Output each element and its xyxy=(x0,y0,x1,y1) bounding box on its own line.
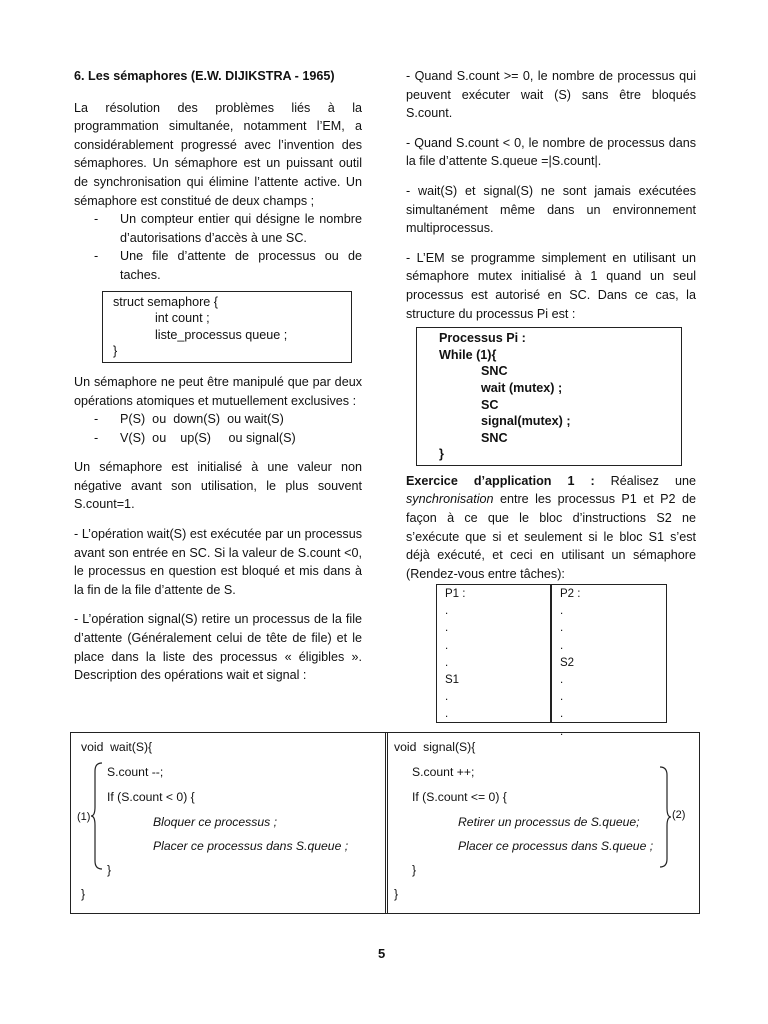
right-brace-icon xyxy=(658,765,672,869)
code-line: SNC xyxy=(439,364,508,379)
code-line: S.count --; xyxy=(107,765,164,779)
code-line: SC xyxy=(439,397,499,412)
code-line: While (1){ xyxy=(439,347,497,362)
table-cell: . xyxy=(560,622,564,635)
code-line: struct semaphore { xyxy=(113,294,218,309)
code-line: Processus Pi : xyxy=(439,331,526,346)
fields-list xyxy=(74,210,362,284)
table-cell: . xyxy=(445,639,449,652)
code-line: Placer ce processus dans S.queue ; xyxy=(153,839,349,853)
process-code-box xyxy=(416,327,682,466)
paragraph: - wait(S) et signal(S) ne sont jamais exécutées simultanément même dans un environnement multiprocessus. xyxy=(406,183,696,236)
init-paragraph: Un sémaphore est initialisé à une valeur non négative avant son utilisation, le plus souvent S.count=1. xyxy=(74,460,362,512)
list-item: - V(S) ou up(S) ou signal(S) xyxy=(74,429,362,448)
table-cell: . xyxy=(445,656,449,669)
code-line: signal(mutex) ; xyxy=(439,414,571,429)
code-line: liste_processus queue ; xyxy=(113,327,288,342)
exercise-label: Exercice d’application 1 : xyxy=(406,473,595,488)
code-line: wait (mutex) ; xyxy=(439,380,563,395)
paragraph: - L’EM se programme simplement en utilisant un sémaphore mutex initialisé à 1 quand un seul processus est autorisé en SC. Dans ce cas, la structure du processus Pi est : xyxy=(406,250,696,321)
code-line: void signal(S){ xyxy=(394,740,476,754)
exercise-text: Réalisez une xyxy=(594,473,696,488)
intro-paragraph: La résolution des problèmes liés à la programmation simultanée, notamment l’EM, a considérablement progressé avec l’invention des sémaphores. Un sémaphore est un puissant outil de synchronisation qui élimine l’attente active. Un sémaphore est constitué de deux champs ; xyxy=(74,100,362,208)
page-number: 5 xyxy=(378,946,386,961)
table-cell: . xyxy=(445,622,449,635)
code-line: } xyxy=(439,447,444,462)
exercise-paragraph xyxy=(406,472,696,584)
table-cell: . xyxy=(560,639,564,652)
list-item: - Une file d’attente de processus ou de taches. xyxy=(74,247,362,284)
table-cell: S2 xyxy=(560,656,575,669)
table-cell: S1 xyxy=(445,674,460,687)
code-line: } xyxy=(412,863,417,877)
code-line: } xyxy=(81,887,86,901)
code-line: } xyxy=(107,863,112,877)
table-cell: P2 : xyxy=(560,588,581,600)
paragraph: - Quand S.count < 0, le nombre de processus dans la file d’attente S.queue =|S.count|. xyxy=(406,135,696,169)
brace-marker: (2) xyxy=(672,809,686,821)
code-line: SNC xyxy=(439,430,508,445)
code-line: } xyxy=(394,887,399,901)
struct-code-box xyxy=(102,291,352,363)
table-cell: . xyxy=(445,605,449,618)
exercise-emphasis: synchronisation xyxy=(406,492,494,507)
list-item: - Un compteur entier qui désigne le nombre d’autorisations d’accès à une SC. xyxy=(74,210,362,247)
signal-description: - L’opération signal(S) retire un processus de la file d’attente (Généralement celui de tête de file) et le place dans la liste des processus « éligibles ». Description des opérations wait et signal : xyxy=(74,612,362,683)
table-cell: P1 : xyxy=(445,588,466,600)
table-cell: . xyxy=(560,725,564,738)
table-cell: . xyxy=(445,708,449,721)
table-cell: . xyxy=(560,691,564,704)
code-line: } xyxy=(113,344,118,359)
table-cell: . xyxy=(560,605,564,618)
code-line: Bloquer ce processus ; xyxy=(153,815,277,829)
left-column xyxy=(74,67,362,696)
left-brace-icon xyxy=(91,761,105,871)
list-item: - P(S) ou down(S) ou wait(S) xyxy=(74,410,362,429)
table-cell: . xyxy=(560,708,564,721)
signal-code-panel xyxy=(385,732,700,914)
code-line: int count ; xyxy=(113,311,210,326)
code-line: Retirer un processus de S.queue; xyxy=(458,815,640,829)
exercise-text: entre les processus P1 et P2 de façon à ce que le bloc d’instructions S2 ne s’exécute que si et seulement si le bloc S1 s’est déjà exécuté, et ceci en utilisant un sémaphore (Rendez-vous entre tâches): xyxy=(406,492,696,581)
wait-description: - L’opération wait(S) est exécutée par un processus avant son entrée en SC. Si la valeur de S.count <0, le processus en question est bloqué et mis dans à la fin de la file d’attente de S. xyxy=(74,527,362,597)
section-title: 6. Les sémaphores (E.W. DIJIKSTRA - 1965) xyxy=(74,69,335,83)
code-line: If (S.count <= 0) { xyxy=(412,790,507,804)
brace-marker: (1) xyxy=(77,811,91,823)
code-line: Placer ce processus dans S.queue ; xyxy=(458,839,654,853)
code-line: void wait(S){ xyxy=(81,740,153,754)
code-line: S.count ++; xyxy=(412,765,475,779)
right-column xyxy=(406,67,696,594)
code-line: If (S.count < 0) { xyxy=(107,790,195,804)
p2-column xyxy=(550,584,667,738)
ops-intro-paragraph: Un sémaphore ne peut être manipulé que par deux opérations atomiques et mutuellement exclusives : xyxy=(74,374,362,408)
process-table xyxy=(436,584,666,738)
paragraph: - Quand S.count >= 0, le nombre de processus qui peuvent exécuter wait (S) sans être bloqués S.count. xyxy=(406,69,696,121)
table-cell: . xyxy=(560,674,564,687)
wait-code-panel xyxy=(70,732,388,914)
p1-column xyxy=(436,584,552,723)
ops-list xyxy=(74,410,362,447)
table-cell: . xyxy=(445,691,449,704)
